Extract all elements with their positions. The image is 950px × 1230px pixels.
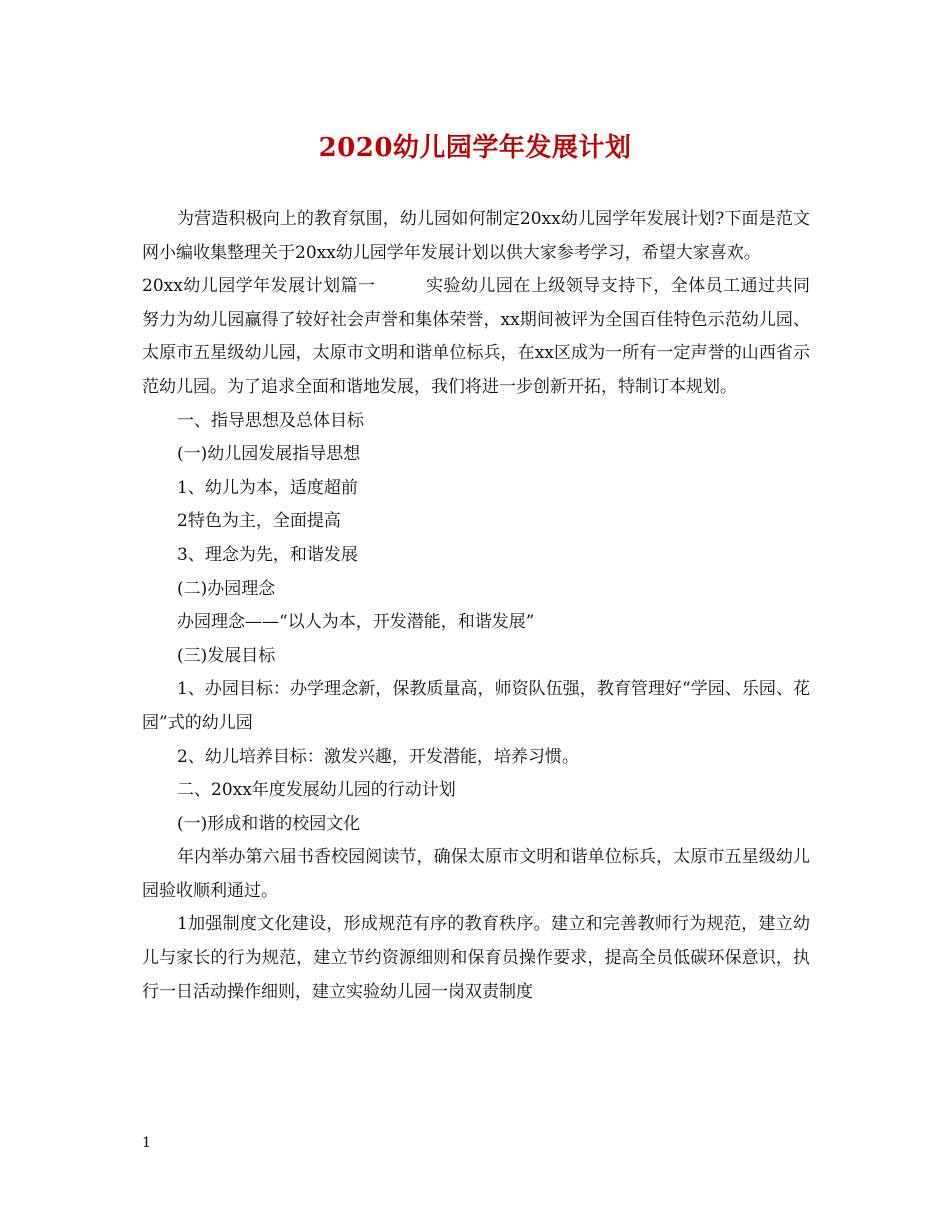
paragraph-reading-festival: 年内举办第六届书香校园阅读节，确保太原市文明和谐单位标兵，太原市五星级幼儿园验收顺利通过。	[142, 847, 810, 901]
subheading-campus-culture: (一)形成和谐的校园文化	[177, 813, 361, 834]
paragraph-lead: 20xx幼儿园学年发展计划篇一	[142, 276, 376, 297]
document-title: 2020幼儿园学年发展计划	[318, 133, 632, 163]
list-item: 3、理念为先，和谐发展	[177, 544, 358, 565]
subheading-guiding-thought: (一)幼儿园发展指导思想	[177, 444, 361, 465]
list-item: 2特色为主，全面提高	[177, 511, 341, 532]
heading-action-plan: 二、20xx年度发展幼儿园的行动计划	[177, 780, 456, 801]
list-item: 1、办园目标：办学理念新，保教质量高，师资队伍强，教育管理好“学园、乐园、花园”式的幼儿园	[142, 679, 810, 733]
paragraph-intro: 为营造积极向上的教育氛围，幼儿园如何制定20xx幼儿园学年发展计划?下面是范文网小编收集整理关于20xx幼儿园学年发展计划以供大家参考学习，希望大家喜欢。	[142, 209, 810, 263]
page-number: 1	[142, 1135, 151, 1151]
paragraph-institutional-culture: 1加强制度文化建设，形成规范有序的教育秩序。建立和完善教师行为规范，建立幼儿与家长的行为规范，建立节约资源细则和保育员操作要求，提高全员低碳环保意识，执行一日活动操作细则，建立实验幼儿园一岗双责制度	[142, 914, 810, 1002]
document-body	[142, 203, 810, 1009]
paragraph-lead-body: 实验幼儿园在上级领导支持下，全体员工通过共同努力为幼儿园赢得了较好社会声誉和集体荣誉，xx期间被评为全国百佳特色示范幼儿园、太原市五星级幼儿园，太原市文明和谐单位标兵，在xx区成为一所有一定声誉的山西省示范幼儿园。为了追求全面和谐地发展，我们将进一步创新开拓，特制订本规划。	[142, 276, 811, 397]
list-item: 2、幼儿培养目标：激发兴趣，开发潜能，培养习惯。	[177, 746, 579, 767]
subheading-development-goals: (三)发展目标	[177, 645, 276, 666]
paragraph-philosophy: 办园理念——“以人为本，开发潜能，和谐发展”	[177, 612, 535, 633]
list-item: 1、幼儿为本，适度超前	[177, 477, 358, 498]
paragraph-section-one	[142, 270, 810, 404]
heading-guiding-ideas: 一、指导思想及总体目标	[177, 410, 364, 431]
subheading-school-philosophy: (二)办园理念	[177, 578, 276, 599]
